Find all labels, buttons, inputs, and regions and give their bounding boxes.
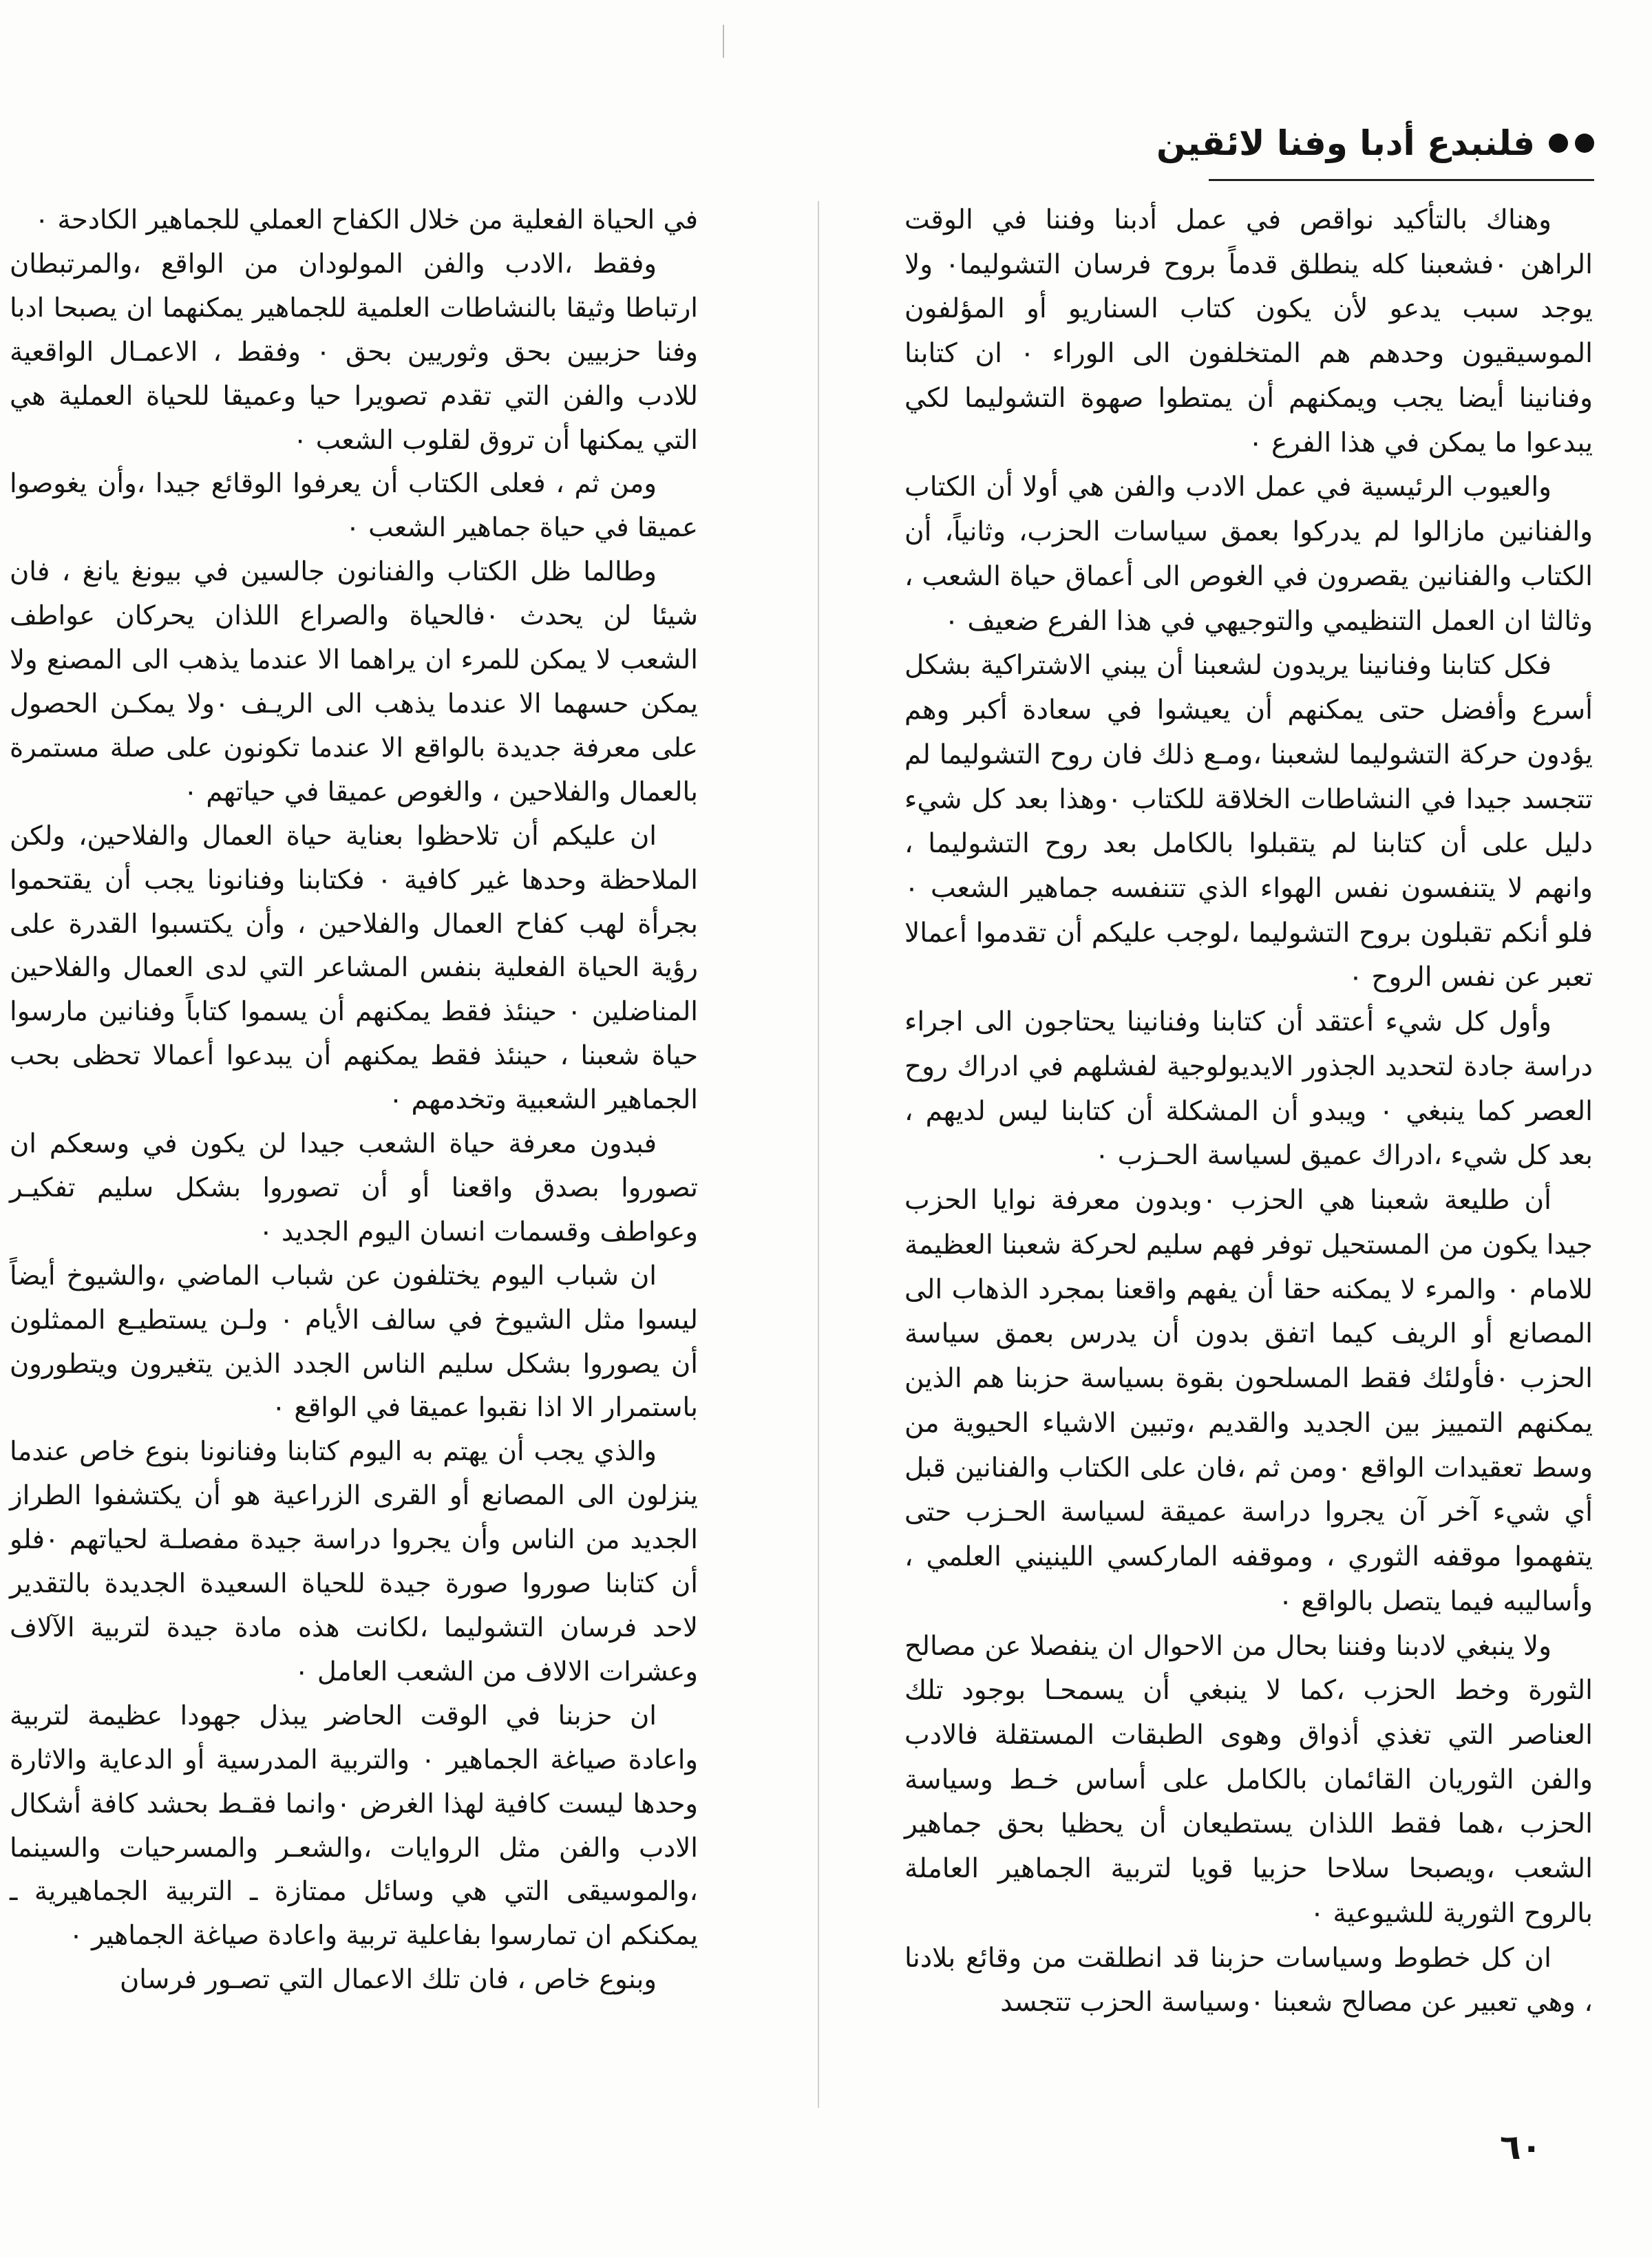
- page-number: ٦٠: [1499, 2127, 1542, 2167]
- paragraph: أن طليعة شعبنا هي الحزب ٠وبدون معرفة نوايا الحزب جيدا يكون من المستحيل توفر فهم سليم لحركة شعبنا العظيمة للامام ٠ والمرء لا يمكنه حقا أن يفهم واقعنا بمجرد الذهاب الى المصانع أو الريف كيما اتفق بدون أن يدرس بعمق سياسة الحزب ٠فأولئك فقط المسلحون بقوة بسياسة حزبنا هم الذين يمكنهم التمييز بين الجديد والقديم ،وتبين الاشياء الحيوية من وسط تعقيدات الواقع ٠ومن ثم ،فان على الكتاب والفنانين قبل أي شيء آخر آن يجروا دراسة عميقة لسياسة الحـزب حتى يتفهموا موقفه الثوري ، وموقفه الماركسي اللينيني العلمي ، وأساليبه فيما يتصل بالواقع ٠: [904, 1185, 1593, 1617]
- bullet-icon: [1549, 134, 1568, 153]
- paragraph: ان شباب اليوم يختلفون عن شباب الماضي ،والشيوخ أيضاً ليسوا مثل الشيوخ في سالف الأيام ٠ ولـن يستطيـع الممثلون أن يصوروا بشكل سليم الناس الجدد الذين يتغيرون ويتطورون باستمرار الا اذا نقبوا عميقا في الواقع ٠: [10, 1260, 698, 1424]
- paragraph: والذي يجب أن يهتم به اليوم كتابنا وفنانونا بنوع خاص عندما ينزلون الى المصانع أو القرى الزراعية هو أن يكتشفوا الطراز الجديد من الناس وأن يجروا دراسة جيدة مفصلـة لحياتهم ٠فلو أن كتابنا صوروا صورة جيدة للحياة السعيدة الجديدة بالتقدير لاحد فرسان التشوليما ،لكانت هذه مادة جيدة لتربية الآلاف وعشرات الالاف من الشعب العامل ٠: [10, 1436, 698, 1687]
- paragraph: في الحياة الفعلية من خلال الكفاح العملي للجماهير الكادحة ٠: [34, 204, 698, 235]
- paragraph: وهناك بالتأكيد نواقص في عمل أدبنا وفننا في الوقت الراهن ٠فشعبنا كله ينطلق قدماً بروح فرسان التشوليما٠ ولا يوجد سبب يدعو لأن يكون كتاب السناريو أو المؤلفون الموسيقيون وحدهم هم المتخلفون الى الوراء ٠ ان كتابنا وفنانينا أيضا يجب ويمكنهم أن يمتطوا صهوة التشوليما لكي يبدعوا ما يمكن في هذا الفرع ٠: [904, 204, 1593, 458]
- article-title: فلنبدع أدبا وفنا لائقين: [1156, 123, 1535, 163]
- paragraph: ومن ثم ، فعلى الكتاب أن يعرفوا الوقائع جيدا ،وأن يغوصوا عميقا في حياة جماهير الشعب ٠: [10, 468, 698, 544]
- paragraph: ان عليكم أن تلاحظوا بعناية حياة العمال والفلاحين، ولكن الملاحظة وحدها غير كافية ٠ فكتابنا وفنانونا يجب أن يقتحموا بجرأة لهب كفاح العمال والفلاحين ، وأن يكتسبوا القدرة على رؤية الحياة الفعلية بنفس المشاعر التي لدى العمال والفلاحين المناضلين ٠ حينئذ فقط يمكنهم أن يسموا كتاباً وفنانين مارسوا حياة شعبنا ، حينئذ فقط يمكنهم أن يبدعوا أعمالا تحظى بحب الجماهير الشعبية وتخدمهم ٠: [10, 820, 698, 1116]
- bullet-icon: [1575, 134, 1594, 153]
- paragraph: ان حزبنا في الوقت الحاضر يبذل جهودا عظيمة لتربية واعادة صياغة الجماهير ٠ والتربية المدرسية أو الدعاية والاثارة وحدها ليست كافية لهذا الغرض ٠وانما فقـط بحشد كافة أشكال الادب والفن مثل الروايات ،والشعـر والمسرحيات والسينما ،والموسيقى التي هي وسائل ممتازة ـ التربية الجماهيرية ـ يمكنكم ان تمارسوا بفاعلية تربية واعادة صياغة الجماهير ٠: [10, 1700, 698, 1952]
- paragraph: فكل كتابنا وفنانينا يريدون لشعبنا أن يبني الاشتراكية بشكل أسرع وأفضل حتى يمكنهم أن يعيشوا في سعادة أكبر وهم يؤدون حركة التشوليما لشعبنا ،ومـع ذلك فان روح التشوليما لم تتجسد جيدا في النشاطات الخلاقة للكتاب ٠وهذا بعد كل شيء دليل على أن كتابنا لم يتقبلوا بالكامل بعد روح التشوليما ، وانهم لا يتنفسون نفس الهواء الذي تتنفسه جماهير الشعب ٠ فلو أنكم تقبلون بروح التشوليما ،لوجب عليكم أن تقدموا أعمالا تعبر عن نفس الروح ٠: [904, 650, 1593, 993]
- right-text-column: [904, 198, 1593, 2050]
- paragraph: فبدون معرفة حياة الشعب جيدا لن يكون في وسعكم ان تصوروا بصدق واقعنا أو أن تصوروا بشكل سليم تفكيـر وعواطف وقسمات انسان اليوم الجديد ٠: [10, 1128, 698, 1247]
- title-underline: [1209, 179, 1594, 181]
- scan-mark: [723, 25, 737, 58]
- paragraph: ولا ينبغي لادبنا وفننا بحال من الاحوال ان ينفصلا عن مصالح الثورة وخط الحزب ،كما لا ينبغي أن يسمحـا بوجود تلك العناصر التي تغذي أذواق وهوى الطبقات المستقلة فالادب والفن الثوريان القائمان بالكامل على أساس خـط وسياسة الحزب ،هما فقط اللذان يستطيعان أن يحظيا بحق جماهير الشعب ،ويصبحا سلاحا حزبيا قويا لتربية الجماهير العاملة بالروح الثورية للشيوعية ٠: [904, 1630, 1593, 1929]
- paragraph: ان كل خطوط وسياسات حزبنا قد انطلقت من وقائع بلادنا ، وهي تعبير عن مصالح شعبنا ٠وسياسة الحزب تتجسد: [904, 1942, 1593, 2018]
- title-bullets: [1549, 134, 1594, 153]
- paragraph: والعيوب الرئيسية في عمل الادب والفن هي أولا أن الكتاب والفنانين مازالوا لم يدركوا بعمق سياسات الحزب، وثانياً، أن الكتاب والفنانين يقصرون في الغوص الى أعماق حياة الشعب ، وثالثا ان العمل التنظيمي والتوجيهي في هذا الفرع ضعيف ٠: [904, 472, 1593, 637]
- paragraph: وفقط ،الادب والفن المولودان من الواقع ،والمرتبطان ارتباطا وثيقا بالنشاطات العلمية للجماهير يمكنهما ان يصبحا ادبا وفنا حزبيين بحق وثوريين بحق ٠ وفقط ، الاعمـال الواقعية للادب والفن التي تقدم تصويرا حيا وعميقا للحياة العملية هي التي يمكنها أن تروق لقلوب الشعب ٠: [10, 248, 698, 456]
- article-header: [1154, 116, 1594, 191]
- left-text-column: [10, 198, 698, 2050]
- paragraph: وبنوع خاص ، فان تلك الاعمال التي تصـور فرسان: [119, 1964, 657, 1996]
- paragraph: وطالما ظل الكتاب والفنانون جالسين في بيونغ يانغ ، فان شيئا لن يحدث ٠فالحياة والصراع اللذان يحركان عواطف الشعب لا يمكن للمرء ان يراهما الا عندما يذهب الى المصنع ولا يمكن حسهما الا عندما يذهب الى الريـف ٠ولا يمكـن الحصول على معرفة جديدة بالواقع الا عندما تكونون على صلة مستمرة بالعمال والفلاحين ، والغوص عميقا في حياتهم ٠: [10, 556, 699, 808]
- paragraph: وأول كل شيء أعتقد أن كتابنا وفنانينا يحتاجون الى اجراء دراسة جادة لتحديد الجذور الايديولوجية لفشلهم في ادراك روح العصر كما ينبغي ٠ ويبدو أن المشكلة أن كتابنا ليس لديهم ، بعد كل شيء ،ادراك عميق لسياسة الحـزب ٠: [904, 1006, 1593, 1172]
- column-divider: [818, 201, 819, 2108]
